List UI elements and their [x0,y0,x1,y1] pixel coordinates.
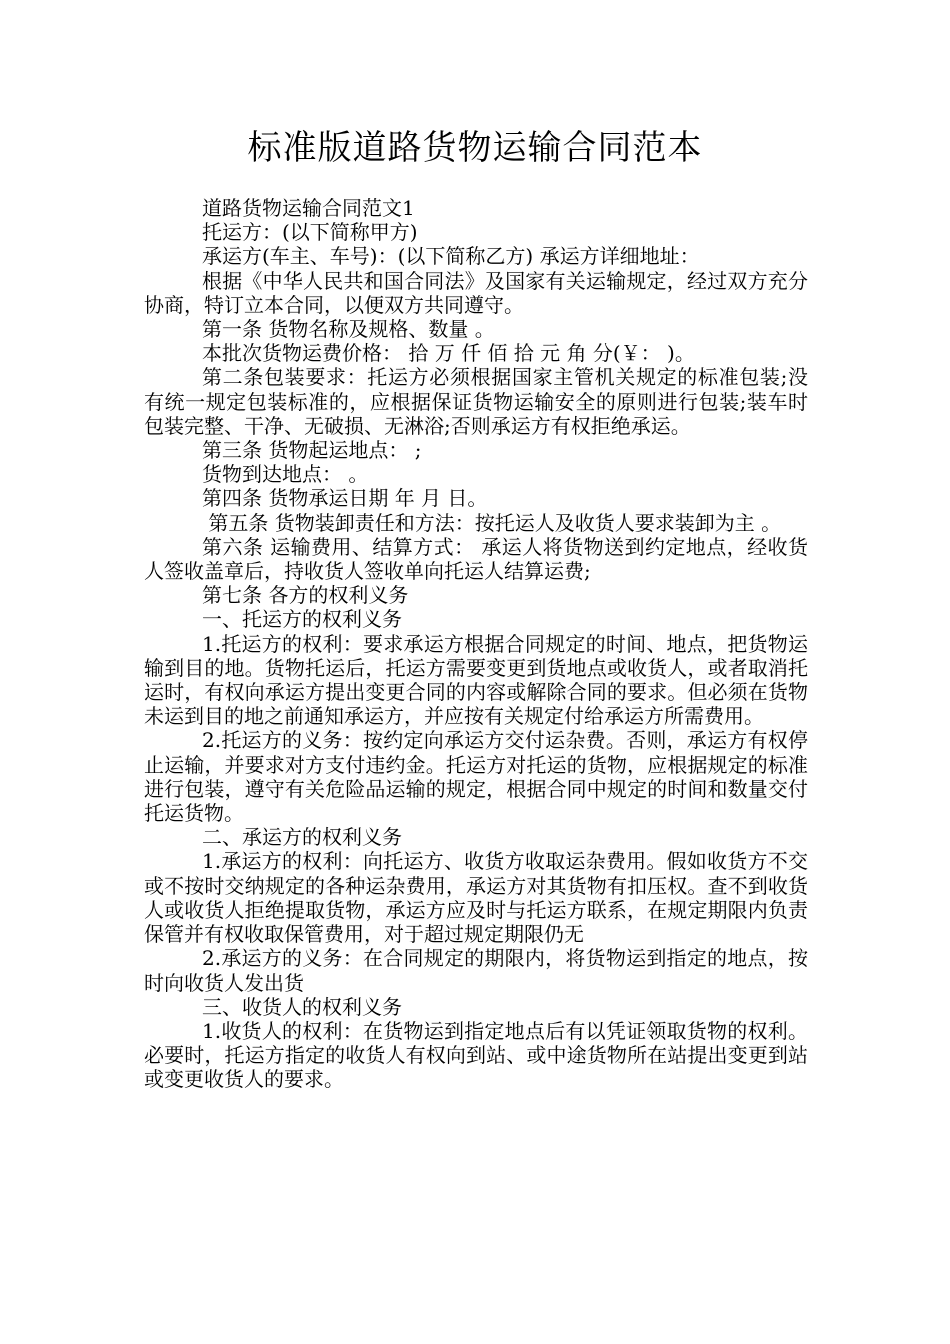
paragraph-article-6: 第六条 运输费用、结算方式： 承运人将货物送到约定地点，经收货人签收盖章后，持收货人签收单向托运人结算运费; [144,534,808,584]
document-title: 标准版道路货物运输合同范本 [247,128,703,168]
paragraph-article-2: 第二条包装要求：托运方必须根据国家主管机关规定的标准包装;没有统一规定包装标准的，应根据保证货物运输安全的原则进行包装;装车时包装完整、干净、无破损、无淋浴;否则承运方有权拒绝承运。 [144,365,808,438]
paragraph-shipper-rights: 1.托运方的权利：要求承运方根据合同规定的时间、地点，把货物运输到目的地。货物托运后，托运方需要变更到货地点或收货人，或者取消托运时，有权向承运方提出变更合同的内容或解除合同的要求。但必须在货物未运到目的地之前通知承运方，并应按有关规定付给承运方所需费用。 [144,631,808,729]
paragraph-carrier: 承运方(车主、车号)：(以下简称乙方) 承运方详细地址： [202,244,700,269]
paragraph-shipper: 托运方：(以下简称甲方) [202,220,418,245]
document-body [144,196,808,1092]
paragraph-preamble: 根据《中华人民共和国合同法》及国家有关运输规定，经过双方充分协商，特订立本合同，以便双方共同遵守。 [144,268,808,317]
paragraph-article-3: 第三条 货物起运地点： ; [202,438,422,463]
section-heading-shipper: 一、托运方的权利义务 [202,607,402,632]
paragraph-contract-label: 道路货物运输合同范文1 [202,196,415,220]
paragraph-article-5: 第五条 货物装卸责任和方法：按托运人及收货人要求装卸为主 。 [202,510,782,535]
paragraph-freight-price: 本批次货物运费价格： 拾 万 仟 佰 拾 元 角 分(￥： )。 [202,341,695,366]
paragraph-consignee-rights: 1.收货人的权利：在货物运到指定地点后有以凭证领取货物的权利。必要时，托运方指定的收货人有权向到站、或中途货物所在站提出变更到站或变更收货人的要求。 [144,1018,808,1092]
paragraph-shipper-duties: 2.托运方的义务：按约定向承运方交付运杂费。否则，承运方有权停止运输，并要求对方支付违约金。托运方对托运的货物，应根据规定的标准进行包装，遵守有关危险品运输的规定，根据合同中规定的时间和数量交付托运货物。 [144,728,808,826]
paragraph-article-4: 第四条 货物承运日期 年 月 日。 [202,486,488,511]
paragraph-carrier-duties: 2.承运方的义务：在合同规定的期限内，将货物运到指定的地点，按时向收货人发出货 [144,946,808,995]
paragraph-article-1: 第一条 货物名称及规格、数量 。 [202,317,495,342]
paragraph-destination: 货物到达地点： 。 [202,462,369,487]
paragraph-article-7: 第七条 各方的权利义务 [202,583,409,608]
paragraph-carrier-rights: 1.承运方的权利：向托运方、收货方收取运杂费用。假如收货方不交或不按时交纳规定的各种运杂费用，承运方对其货物有扣压权。查不到收货人或收货人拒绝提取货物，承运方应及时与托运方联系，在规定期限内负责保管并有权收取保管费用，对于超过规定期限仍无 [144,849,808,947]
section-heading-consignee: 三、收货人的权利义务 [202,994,402,1019]
section-heading-carrier: 二、承运方的权利义务 [202,825,402,850]
